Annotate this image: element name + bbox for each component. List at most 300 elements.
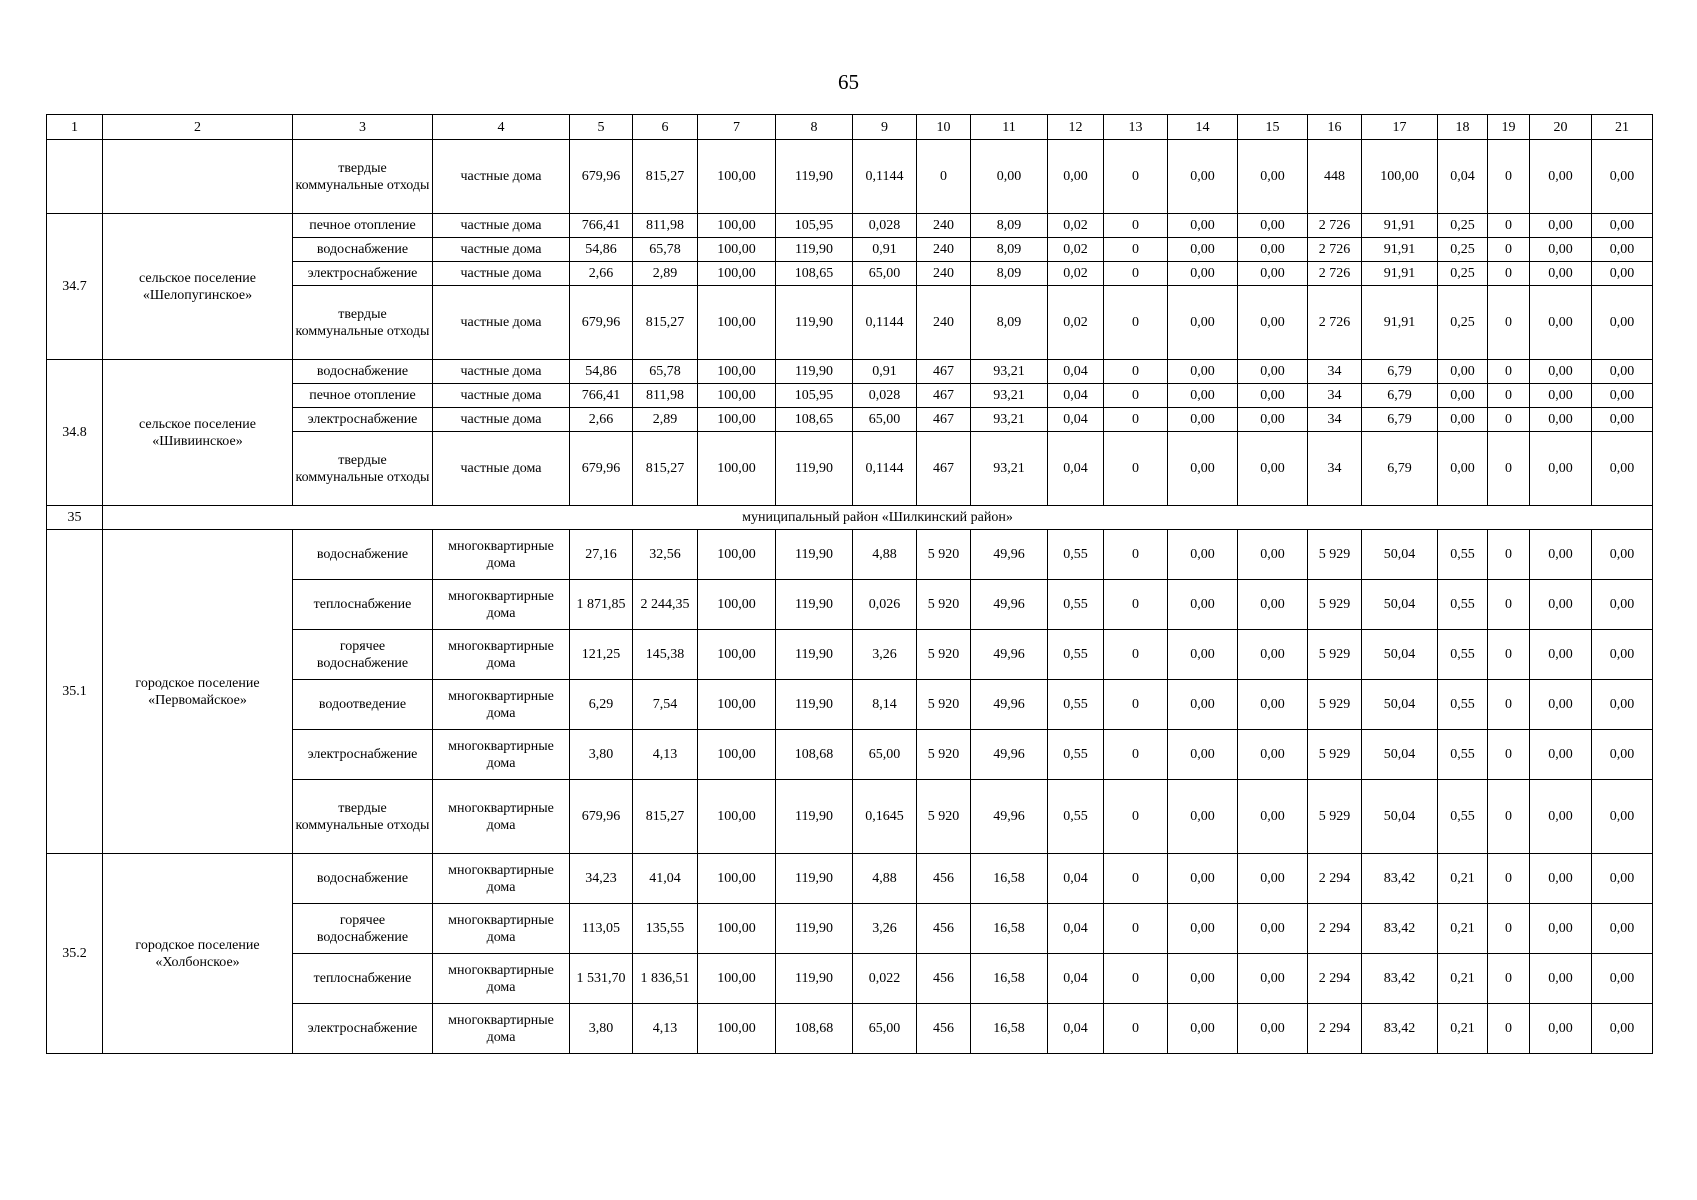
service-cell: теплоснабжение	[293, 580, 433, 630]
value-cell: 2 726	[1308, 214, 1362, 238]
housing-type-cell: многоквартирные дома	[433, 730, 570, 780]
value-cell: 105,95	[776, 384, 853, 408]
value-cell: 0	[1104, 262, 1168, 286]
value-cell: 815,27	[633, 140, 698, 214]
value-cell: 0,00	[1168, 904, 1238, 954]
value-cell: 0,00	[1168, 730, 1238, 780]
value-cell: 0,00	[1530, 238, 1592, 262]
value-cell: 100,00	[698, 780, 776, 854]
value-cell: 0,00	[1238, 680, 1308, 730]
value-cell: 0,55	[1048, 780, 1104, 854]
value-cell: 0,25	[1438, 238, 1488, 262]
value-cell: 5 920	[917, 630, 971, 680]
value-cell: 91,91	[1362, 286, 1438, 360]
value-cell: 49,96	[971, 730, 1048, 780]
value-cell: 105,95	[776, 214, 853, 238]
value-cell: 0,028	[853, 214, 917, 238]
value-cell: 0,00	[1238, 630, 1308, 680]
value-cell: 0	[1488, 904, 1530, 954]
value-cell: 0,00	[1168, 262, 1238, 286]
value-cell: 119,90	[776, 904, 853, 954]
tariff-table	[46, 114, 1653, 1054]
value-cell: 0	[1488, 238, 1530, 262]
column-number-cell: 16	[1308, 115, 1362, 140]
value-cell: 0	[1104, 214, 1168, 238]
value-cell: 0,00	[1592, 1004, 1653, 1054]
value-cell: 0	[1104, 432, 1168, 506]
value-cell: 766,41	[570, 384, 633, 408]
value-cell: 2 726	[1308, 262, 1362, 286]
value-cell: 100,00	[698, 432, 776, 506]
value-cell: 467	[917, 432, 971, 506]
value-cell: 0	[1488, 360, 1530, 384]
value-cell: 0,022	[853, 954, 917, 1004]
value-cell: 0,21	[1438, 1004, 1488, 1054]
value-cell: 0,00	[1168, 854, 1238, 904]
value-cell: 0,00	[1168, 530, 1238, 580]
value-cell: 100,00	[698, 530, 776, 580]
housing-type-cell: частные дома	[433, 408, 570, 432]
value-cell: 0	[1488, 630, 1530, 680]
service-cell: электроснабжение	[293, 408, 433, 432]
value-cell: 34	[1308, 432, 1362, 506]
value-cell: 0,00	[1530, 432, 1592, 506]
value-cell: 0	[1104, 780, 1168, 854]
housing-type-cell: многоквартирные дома	[433, 854, 570, 904]
value-cell: 0,00	[1592, 730, 1653, 780]
value-cell: 50,04	[1362, 680, 1438, 730]
value-cell: 0,1645	[853, 780, 917, 854]
service-cell: электроснабжение	[293, 262, 433, 286]
value-cell: 49,96	[971, 780, 1048, 854]
value-cell: 0,04	[1048, 954, 1104, 1004]
housing-type-cell: частные дома	[433, 286, 570, 360]
value-cell: 2,66	[570, 408, 633, 432]
value-cell: 54,86	[570, 238, 633, 262]
value-cell: 65,78	[633, 238, 698, 262]
value-cell: 4,13	[633, 1004, 698, 1054]
value-cell: 3,80	[570, 730, 633, 780]
value-cell: 456	[917, 954, 971, 1004]
value-cell: 0,00	[1530, 854, 1592, 904]
value-cell: 3,26	[853, 904, 917, 954]
value-cell: 100,00	[698, 680, 776, 730]
value-cell: 7,54	[633, 680, 698, 730]
value-cell: 0	[1488, 408, 1530, 432]
column-number-cell: 12	[1048, 115, 1104, 140]
value-cell: 0	[1488, 384, 1530, 408]
settlement-number-cell: 35.1	[47, 530, 103, 854]
value-cell: 0,00	[1592, 286, 1653, 360]
value-cell: 100,00	[698, 730, 776, 780]
value-cell: 0,00	[1438, 360, 1488, 384]
value-cell: 0,02	[1048, 286, 1104, 360]
table-row	[47, 360, 1653, 384]
value-cell: 0,1144	[853, 286, 917, 360]
value-cell: 145,38	[633, 630, 698, 680]
value-cell: 65,00	[853, 262, 917, 286]
value-cell: 0	[1104, 904, 1168, 954]
value-cell: 0,04	[1048, 384, 1104, 408]
value-cell: 49,96	[971, 630, 1048, 680]
value-cell: 0	[1488, 140, 1530, 214]
housing-type-cell: частные дома	[433, 214, 570, 238]
column-number-cell: 2	[103, 115, 293, 140]
service-cell: теплоснабжение	[293, 954, 433, 1004]
service-cell: твердые коммунальные отходы	[293, 432, 433, 506]
value-cell: 0,21	[1438, 954, 1488, 1004]
value-cell: 0,00	[1530, 954, 1592, 1004]
value-cell: 16,58	[971, 904, 1048, 954]
value-cell: 4,13	[633, 730, 698, 780]
service-cell: водоотведение	[293, 680, 433, 730]
value-cell: 0,04	[1438, 140, 1488, 214]
value-cell: 2 726	[1308, 238, 1362, 262]
value-cell: 5 920	[917, 780, 971, 854]
value-cell: 1 836,51	[633, 954, 698, 1004]
value-cell: 91,91	[1362, 238, 1438, 262]
column-number-cell: 1	[47, 115, 103, 140]
value-cell: 815,27	[633, 432, 698, 506]
value-cell: 0	[1488, 680, 1530, 730]
value-cell: 811,98	[633, 214, 698, 238]
settlement-name-cell: сельское поселение «Шелопугинское»	[103, 214, 293, 360]
column-number-cell: 5	[570, 115, 633, 140]
value-cell: 119,90	[776, 954, 853, 1004]
value-cell: 0,00	[1530, 140, 1592, 214]
column-number-cell: 20	[1530, 115, 1592, 140]
settlement-number-cell: 34.8	[47, 360, 103, 506]
value-cell: 8,09	[971, 262, 1048, 286]
column-number-row	[47, 115, 1653, 140]
value-cell: 0,00	[1530, 408, 1592, 432]
value-cell: 0,00	[1238, 904, 1308, 954]
value-cell: 100,00	[698, 384, 776, 408]
value-cell: 0,028	[853, 384, 917, 408]
value-cell: 5 929	[1308, 780, 1362, 854]
value-cell: 83,42	[1362, 904, 1438, 954]
value-cell: 0,00	[1592, 854, 1653, 904]
value-cell: 0,00	[1238, 286, 1308, 360]
district-name-cell: муниципальный район «Шилкинский район»	[103, 506, 1653, 530]
value-cell: 49,96	[971, 680, 1048, 730]
value-cell: 2,66	[570, 262, 633, 286]
value-cell: 2 294	[1308, 904, 1362, 954]
value-cell: 0,00	[971, 140, 1048, 214]
value-cell: 0,00	[1168, 780, 1238, 854]
value-cell: 6,29	[570, 680, 633, 730]
value-cell: 50,04	[1362, 780, 1438, 854]
value-cell: 2 294	[1308, 854, 1362, 904]
value-cell: 50,04	[1362, 530, 1438, 580]
service-cell: водоснабжение	[293, 530, 433, 580]
value-cell: 100,00	[698, 360, 776, 384]
value-cell: 93,21	[971, 384, 1048, 408]
value-cell: 0,00	[1530, 780, 1592, 854]
value-cell: 0,55	[1438, 580, 1488, 630]
value-cell: 6,79	[1362, 360, 1438, 384]
value-cell: 83,42	[1362, 854, 1438, 904]
value-cell: 6,79	[1362, 408, 1438, 432]
value-cell: 119,90	[776, 238, 853, 262]
table-row	[47, 530, 1653, 580]
value-cell: 0	[1488, 854, 1530, 904]
value-cell: 0,00	[1168, 286, 1238, 360]
value-cell: 5 929	[1308, 530, 1362, 580]
empty-name-cell	[103, 140, 293, 214]
value-cell: 240	[917, 262, 971, 286]
value-cell: 0	[1488, 286, 1530, 360]
value-cell: 93,21	[971, 408, 1048, 432]
column-number-cell: 4	[433, 115, 570, 140]
value-cell: 240	[917, 214, 971, 238]
value-cell: 2 244,35	[633, 580, 698, 630]
value-cell: 456	[917, 904, 971, 954]
value-cell: 5 929	[1308, 730, 1362, 780]
value-cell: 119,90	[776, 530, 853, 580]
settlement-number-cell: 34.7	[47, 214, 103, 360]
value-cell: 0,00	[1438, 384, 1488, 408]
value-cell: 108,65	[776, 408, 853, 432]
value-cell: 0,00	[1592, 262, 1653, 286]
value-cell: 0,00	[1530, 286, 1592, 360]
value-cell: 0	[1488, 730, 1530, 780]
value-cell: 0,00	[1168, 238, 1238, 262]
value-cell: 456	[917, 1004, 971, 1054]
column-number-cell: 6	[633, 115, 698, 140]
value-cell: 0	[1488, 580, 1530, 630]
value-cell: 467	[917, 408, 971, 432]
value-cell: 5 929	[1308, 580, 1362, 630]
value-cell: 34	[1308, 360, 1362, 384]
value-cell: 8,09	[971, 214, 1048, 238]
value-cell: 0,00	[1530, 730, 1592, 780]
settlement-number-cell: 35.2	[47, 854, 103, 1054]
value-cell: 0	[917, 140, 971, 214]
value-cell: 8,14	[853, 680, 917, 730]
value-cell: 32,56	[633, 530, 698, 580]
value-cell: 119,90	[776, 854, 853, 904]
empty-number-cell	[47, 140, 103, 214]
value-cell: 0,00	[1438, 408, 1488, 432]
value-cell: 815,27	[633, 780, 698, 854]
value-cell: 0,91	[853, 360, 917, 384]
value-cell: 0,55	[1048, 730, 1104, 780]
value-cell: 2,89	[633, 408, 698, 432]
table-row	[47, 140, 1653, 214]
value-cell: 65,00	[853, 1004, 917, 1054]
value-cell: 0,00	[1168, 954, 1238, 1004]
value-cell: 83,42	[1362, 954, 1438, 1004]
value-cell: 119,90	[776, 286, 853, 360]
value-cell: 0	[1488, 1004, 1530, 1054]
value-cell: 0	[1104, 630, 1168, 680]
value-cell: 0,00	[1048, 140, 1104, 214]
value-cell: 0,00	[1530, 1004, 1592, 1054]
value-cell: 0	[1104, 360, 1168, 384]
value-cell: 1 531,70	[570, 954, 633, 1004]
housing-type-cell: частные дома	[433, 384, 570, 408]
value-cell: 0,04	[1048, 360, 1104, 384]
value-cell: 6,79	[1362, 384, 1438, 408]
value-cell: 41,04	[633, 854, 698, 904]
value-cell: 65,00	[853, 408, 917, 432]
value-cell: 0,00	[1592, 214, 1653, 238]
value-cell: 4,88	[853, 530, 917, 580]
value-cell: 34	[1308, 408, 1362, 432]
value-cell: 811,98	[633, 384, 698, 408]
service-cell: водоснабжение	[293, 238, 433, 262]
value-cell: 0	[1488, 780, 1530, 854]
value-cell: 0,00	[1592, 530, 1653, 580]
service-cell: печное отопление	[293, 384, 433, 408]
value-cell: 0	[1488, 214, 1530, 238]
value-cell: 0,00	[1238, 262, 1308, 286]
value-cell: 0	[1104, 140, 1168, 214]
value-cell: 3,26	[853, 630, 917, 680]
value-cell: 0,00	[1168, 432, 1238, 506]
value-cell: 0,55	[1048, 530, 1104, 580]
service-cell: горячее водоснабжение	[293, 904, 433, 954]
value-cell: 119,90	[776, 360, 853, 384]
housing-type-cell: частные дома	[433, 262, 570, 286]
value-cell: 0,04	[1048, 904, 1104, 954]
column-number-cell: 17	[1362, 115, 1438, 140]
value-cell: 0,55	[1048, 680, 1104, 730]
value-cell: 0,00	[1168, 408, 1238, 432]
value-cell: 54,86	[570, 360, 633, 384]
value-cell: 100,00	[698, 904, 776, 954]
value-cell: 240	[917, 238, 971, 262]
value-cell: 5 920	[917, 730, 971, 780]
value-cell: 0,00	[1238, 140, 1308, 214]
table-body	[47, 115, 1653, 1054]
value-cell: 50,04	[1362, 730, 1438, 780]
column-number-cell: 15	[1238, 115, 1308, 140]
value-cell: 0,25	[1438, 286, 1488, 360]
value-cell: 0	[1488, 530, 1530, 580]
value-cell: 0,00	[1168, 214, 1238, 238]
value-cell: 0,21	[1438, 854, 1488, 904]
value-cell: 108,68	[776, 1004, 853, 1054]
value-cell: 4,88	[853, 854, 917, 904]
value-cell: 0,00	[1238, 954, 1308, 1004]
value-cell: 0	[1104, 286, 1168, 360]
value-cell: 0,00	[1592, 432, 1653, 506]
value-cell: 49,96	[971, 530, 1048, 580]
value-cell: 0,00	[1238, 384, 1308, 408]
service-cell: печное отопление	[293, 214, 433, 238]
value-cell: 0,00	[1592, 140, 1653, 214]
housing-type-cell: многоквартирные дома	[433, 780, 570, 854]
value-cell: 0,026	[853, 580, 917, 630]
page-number: 65	[838, 70, 859, 94]
value-cell: 0,00	[1530, 360, 1592, 384]
value-cell: 119,90	[776, 432, 853, 506]
value-cell: 100,00	[698, 140, 776, 214]
value-cell: 0,00	[1238, 408, 1308, 432]
value-cell: 0,55	[1048, 580, 1104, 630]
value-cell: 65,00	[853, 730, 917, 780]
value-cell: 0,00	[1168, 630, 1238, 680]
service-cell: электроснабжение	[293, 1004, 433, 1054]
value-cell: 0,00	[1238, 360, 1308, 384]
value-cell: 135,55	[633, 904, 698, 954]
value-cell: 0,00	[1530, 530, 1592, 580]
housing-type-cell: многоквартирные дома	[433, 680, 570, 730]
value-cell: 679,96	[570, 286, 633, 360]
service-cell: твердые коммунальные отходы	[293, 286, 433, 360]
housing-type-cell: частные дома	[433, 432, 570, 506]
value-cell: 766,41	[570, 214, 633, 238]
value-cell: 100,00	[698, 854, 776, 904]
value-cell: 49,96	[971, 580, 1048, 630]
housing-type-cell: многоквартирные дома	[433, 580, 570, 630]
value-cell: 0,00	[1238, 432, 1308, 506]
value-cell: 0,00	[1530, 680, 1592, 730]
value-cell: 100,00	[698, 214, 776, 238]
value-cell: 119,90	[776, 140, 853, 214]
value-cell: 16,58	[971, 1004, 1048, 1054]
value-cell: 0,00	[1238, 530, 1308, 580]
value-cell: 27,16	[570, 530, 633, 580]
value-cell: 0,00	[1238, 1004, 1308, 1054]
value-cell: 679,96	[570, 140, 633, 214]
housing-type-cell: многоквартирные дома	[433, 1004, 570, 1054]
value-cell: 0,00	[1530, 580, 1592, 630]
value-cell: 0,04	[1048, 1004, 1104, 1054]
value-cell: 91,91	[1362, 262, 1438, 286]
value-cell: 50,04	[1362, 630, 1438, 680]
value-cell: 83,42	[1362, 1004, 1438, 1054]
table-row	[47, 854, 1653, 904]
value-cell: 5 920	[917, 580, 971, 630]
value-cell: 0	[1488, 954, 1530, 1004]
housing-type-cell: многоквартирные дома	[433, 630, 570, 680]
value-cell: 0,00	[1238, 780, 1308, 854]
value-cell: 0,55	[1438, 730, 1488, 780]
value-cell: 0,91	[853, 238, 917, 262]
column-number-cell: 7	[698, 115, 776, 140]
value-cell: 100,00	[698, 580, 776, 630]
value-cell: 100,00	[698, 286, 776, 360]
value-cell: 0,04	[1048, 408, 1104, 432]
value-cell: 0	[1104, 854, 1168, 904]
settlement-name-cell: городское поселение «Холбонское»	[103, 854, 293, 1054]
column-number-cell: 19	[1488, 115, 1530, 140]
column-number-cell: 18	[1438, 115, 1488, 140]
value-cell: 0,00	[1168, 1004, 1238, 1054]
value-cell: 119,90	[776, 780, 853, 854]
value-cell: 6,79	[1362, 432, 1438, 506]
value-cell: 3,80	[570, 1004, 633, 1054]
value-cell: 5 920	[917, 530, 971, 580]
value-cell: 100,00	[698, 1004, 776, 1054]
value-cell: 100,00	[698, 408, 776, 432]
value-cell: 34,23	[570, 854, 633, 904]
value-cell: 2,89	[633, 262, 698, 286]
value-cell: 100,00	[698, 954, 776, 1004]
value-cell: 0,00	[1168, 140, 1238, 214]
value-cell: 0,25	[1438, 214, 1488, 238]
column-number-cell: 14	[1168, 115, 1238, 140]
value-cell: 0	[1104, 1004, 1168, 1054]
service-cell: водоснабжение	[293, 360, 433, 384]
value-cell: 0	[1488, 262, 1530, 286]
value-cell: 0,21	[1438, 904, 1488, 954]
value-cell: 0,00	[1592, 954, 1653, 1004]
value-cell: 2 294	[1308, 1004, 1362, 1054]
